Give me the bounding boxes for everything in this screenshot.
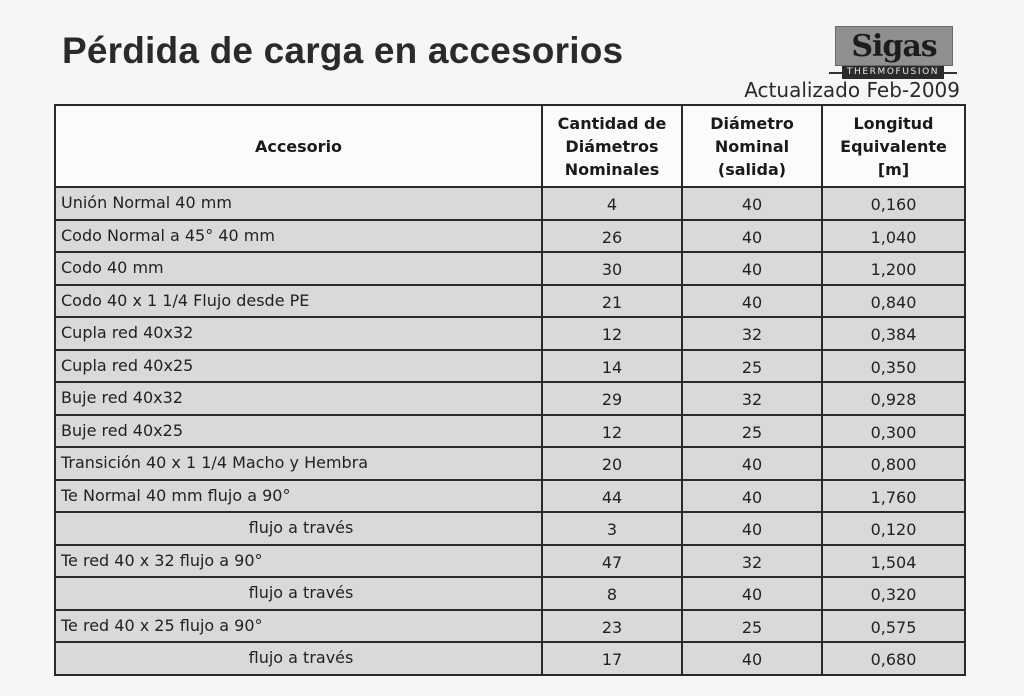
cell-longitud: 0,320	[822, 577, 965, 610]
cell-longitud: 1,504	[822, 545, 965, 578]
logo-brand: Sigas	[835, 26, 953, 66]
cell-diametro: 40	[682, 252, 822, 285]
cell-diametro: 25	[682, 610, 822, 643]
cell-accesorio: Te red 40 x 25 flujo a 90°	[55, 610, 542, 643]
cell-accesorio: flujo a través	[55, 512, 542, 545]
cell-accesorio: Transición 40 x 1 1/4 Macho y Hembra	[55, 447, 542, 480]
cell-longitud: 0,384	[822, 317, 965, 350]
cell-diametro: 40	[682, 285, 822, 318]
table-row	[55, 382, 965, 415]
logo-tagline: THERMOFUSION	[842, 66, 944, 79]
column-header-diametro-text: Diámetro Nominal (salida)	[710, 113, 794, 179]
cell-cantidad: 26	[542, 220, 682, 253]
cell-diametro: 40	[682, 480, 822, 513]
table-row	[55, 252, 965, 285]
cell-diametro: 25	[682, 350, 822, 383]
cell-accesorio: Buje red 40x32	[55, 382, 542, 415]
cell-longitud: 0,800	[822, 447, 965, 480]
cell-accesorio: Buje red 40x25	[55, 415, 542, 448]
table-body	[55, 187, 965, 675]
table-row	[55, 545, 965, 578]
cell-cantidad: 47	[542, 545, 682, 578]
cell-cantidad: 29	[542, 382, 682, 415]
cell-cantidad: 12	[542, 415, 682, 448]
cell-cantidad: 20	[542, 447, 682, 480]
cell-cantidad: 30	[542, 252, 682, 285]
cell-accesorio: Codo 40 mm	[55, 252, 542, 285]
table-row	[55, 512, 965, 545]
table-row	[55, 220, 965, 253]
cell-longitud: 1,040	[822, 220, 965, 253]
cell-diametro: 40	[682, 577, 822, 610]
table-row	[55, 317, 965, 350]
table-row	[55, 642, 965, 675]
cell-cantidad: 21	[542, 285, 682, 318]
cell-longitud: 0,928	[822, 382, 965, 415]
cell-accesorio: flujo a través	[55, 577, 542, 610]
cell-diametro: 32	[682, 382, 822, 415]
cell-diametro: 32	[682, 545, 822, 578]
cell-longitud: 0,120	[822, 512, 965, 545]
cell-accesorio: Codo 40 x 1 1/4 Flujo desde PE	[55, 285, 542, 318]
cell-longitud: 0,160	[822, 187, 965, 220]
column-header-accesorio: Accesorio	[55, 105, 542, 187]
cell-longitud: 1,200	[822, 252, 965, 285]
accessories-table	[54, 104, 966, 676]
cell-cantidad: 8	[542, 577, 682, 610]
column-header-cantidad-text: Cantidad de Diámetros Nominales	[557, 113, 667, 179]
cell-diametro: 25	[682, 415, 822, 448]
cell-longitud: 0,575	[822, 610, 965, 643]
column-header-longitud	[822, 105, 965, 187]
table-row	[55, 480, 965, 513]
cell-longitud: 0,840	[822, 285, 965, 318]
cell-accesorio: Te Normal 40 mm flujo a 90°	[55, 480, 542, 513]
cell-diametro: 40	[682, 220, 822, 253]
cell-cantidad: 12	[542, 317, 682, 350]
cell-diametro: 40	[682, 512, 822, 545]
column-header-diametro	[682, 105, 822, 187]
cell-cantidad: 44	[542, 480, 682, 513]
cell-diametro: 32	[682, 317, 822, 350]
cell-longitud: 0,350	[822, 350, 965, 383]
cell-diametro: 40	[682, 642, 822, 675]
cell-accesorio: Unión Normal 40 mm	[55, 187, 542, 220]
table-row	[55, 577, 965, 610]
cell-longitud: 0,680	[822, 642, 965, 675]
cell-longitud: 0,300	[822, 415, 965, 448]
page-title: Pérdida de carga en accesorios	[62, 30, 624, 71]
cell-longitud: 1,760	[822, 480, 965, 513]
cell-cantidad: 23	[542, 610, 682, 643]
table-row	[55, 415, 965, 448]
table-row	[55, 187, 965, 220]
cell-diametro: 40	[682, 447, 822, 480]
cell-diametro: 40	[682, 187, 822, 220]
sigas-logo	[822, 26, 964, 80]
column-header-longitud-text: Longitud Equivalente [m]	[840, 113, 947, 179]
cell-accesorio: Te red 40 x 32 flujo a 90°	[55, 545, 542, 578]
updated-date: Actualizado Feb-2009	[744, 78, 960, 102]
cell-accesorio: flujo a través	[55, 642, 542, 675]
cell-cantidad: 3	[542, 512, 682, 545]
table-row	[55, 447, 965, 480]
table-header-row	[55, 105, 965, 187]
cell-cantidad: 4	[542, 187, 682, 220]
cell-accesorio: Cupla red 40x25	[55, 350, 542, 383]
table-row	[55, 610, 965, 643]
table-row	[55, 350, 965, 383]
cell-accesorio: Codo Normal a 45° 40 mm	[55, 220, 542, 253]
column-header-cantidad	[542, 105, 682, 187]
cell-accesorio: Cupla red 40x32	[55, 317, 542, 350]
cell-cantidad: 17	[542, 642, 682, 675]
table-row	[55, 285, 965, 318]
cell-cantidad: 14	[542, 350, 682, 383]
